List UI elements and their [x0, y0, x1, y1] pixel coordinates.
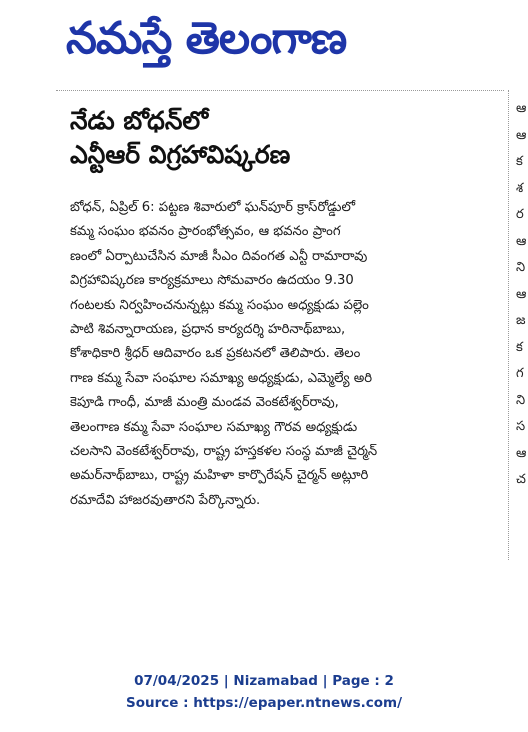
side-fragment: స [516, 419, 526, 434]
body-line: అమర్‌నాథ్‌బాబు, రాష్ట్ర మహిళా కార్పొరేషన్ చైర్మన్ అట్లూరి [70, 468, 369, 484]
body-line: రమాదేవి హాజరవుతారని పేర్కొన్నారు. [70, 492, 261, 508]
side-fragment: శ [516, 180, 524, 196]
body-line: తెలంగాణ కమ్మ సేవా సంఘాల సమాఖ్య గౌరవ అధ్యక్షుడు [70, 419, 358, 435]
side-fragment: ని [516, 260, 526, 275]
article-body [70, 196, 498, 513]
body-line: కెపూడి గాంధీ, మాజీ మంత్రి మండవ వెంకటేశ్వర్‌రావు, [70, 395, 339, 411]
side-fragment: ఆ [516, 101, 527, 116]
footer-date-edition: 07/04/2025 | Nizamabad | Page : 2 [134, 673, 394, 689]
footer-source: Source : https://epaper.ntnews.com/ [125, 695, 403, 711]
side-fragment: ని [516, 392, 526, 408]
headline-line: నేడు బోధన్‌లో [70, 106, 209, 135]
body-line: పాటి శివన్నారాయణ, ప్రధాన కార్యదర్శి హరినాథ్‌బాబు, [70, 322, 346, 338]
body-line: గాణ కమ్మ సేవా సంఘాల సమాఖ్య అధ్యక్షుడు, ఎమ్మెల్యే అరి [70, 370, 373, 386]
article-headline [70, 104, 490, 172]
body-line: చలసాని వెంకటేశ్వర్‌రావు, రాష్ట్ర హస్తకళల సంస్థ మాజీ చైర్మన్ [70, 444, 378, 460]
body-line: కమ్మ సంఘం భవనం ప్రారంభోత్సవం, ఆ భవనం ప్రాంగ [70, 224, 341, 240]
headline-line: ఎన్టీఆర్ విగ్రహావిష్కరణ [70, 140, 291, 169]
header-divider [56, 90, 504, 91]
side-fragment: చ [516, 472, 526, 487]
side-fragment: ఆ [516, 445, 527, 461]
side-fragment: ఆ [516, 286, 527, 302]
body-line: ణంలో ఏర్పాటుచేసిన మాజీ సీఎం దివంగత ఎన్టీ రామారావు [70, 248, 368, 264]
body-line: కోశాధికారి శ్రీధర్ ఆదివారం ఒక ప్రకటనలో తెలిపారు. తెలం [70, 346, 361, 362]
page-footer [0, 670, 528, 714]
body-line: విగ్రహావిష్కరణ కార్యక్రమాలు సోమవారం ఉదయం 9.30 [70, 273, 354, 289]
newspaper-masthead: నమస్తే తెలంగాణ [66, 13, 347, 64]
side-fragment: ఆ [516, 233, 527, 249]
adjacent-article-fragment [516, 96, 528, 566]
side-fragment: క [516, 154, 523, 169]
column-divider [508, 90, 509, 560]
body-line: గంటలకు నిర్వహించనున్నట్లు కమ్మ సంఘం అధ్యక్షుడు పల్లెం [70, 297, 369, 313]
side-fragment: ర [516, 207, 524, 222]
side-fragment: క [516, 339, 523, 355]
side-fragment: ఆ [516, 127, 527, 143]
side-fragment: జ [516, 313, 526, 328]
body-line: బోధన్, ఏప్రిల్ 6: పట్టణ శివారులో ఘన్‌పూర్ క్రాస్‌రోడ్డులో [70, 200, 356, 215]
side-fragment: గ [516, 366, 524, 381]
